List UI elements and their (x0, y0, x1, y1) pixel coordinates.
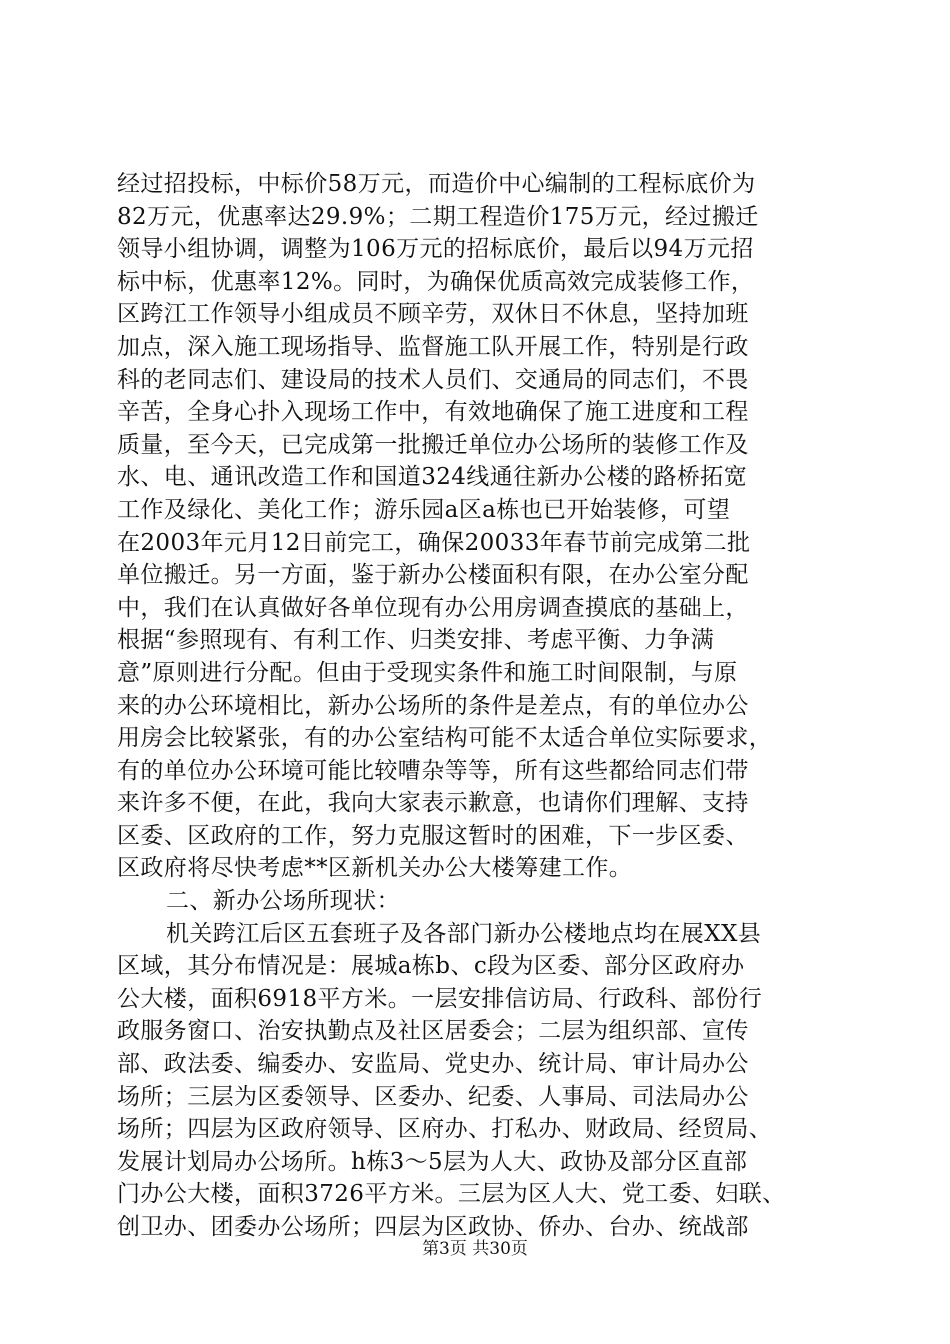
text-line: 有的单位办公环境可能比较嘈杂等等，所有这些都给同志们带 (117, 757, 749, 784)
text-line: 在2003年元月12日前完工，确保20033年春节前完成第二批 (117, 529, 751, 556)
text-line: 根据“参照现有、有利工作、归类安排、考虑平衡、力争满 (117, 627, 715, 654)
text-line: 二、新办公场所现状： (166, 888, 400, 915)
text-line: 领导小组协调，调整为106万元的招标底价，最后以94万元招 (117, 236, 754, 263)
text-line: 质量，至今天，已完成第一批搬迁单位办公场所的装修工作及 (117, 431, 749, 458)
text-line: 标中标，优惠率12%。同时，为确保优质高效完成装修工作， (117, 268, 755, 295)
text-line: 区跨江工作领导小组成员不顾辛劳，双休日不休息，坚持加班 (117, 301, 749, 328)
text-line: 经过招投标，中标价58万元，而造价中心编制的工程标底价为 (117, 171, 756, 197)
text-line: 门办公大楼，面积3726平方米。三层为区人大、党工委、妇联、 (117, 1181, 786, 1208)
text-line: 政服务窗口、治安执勤点及社区居委会；二层为组织部、宣传 (117, 1018, 749, 1045)
text-line: 来的办公环境相比，新办公场所的条件是差点，有的单位办公 (117, 692, 749, 719)
text-line: 公大楼，面积6918平方米。一层安排信访局、行政科、部份行 (117, 985, 763, 1012)
text-line: 82万元，优惠率达29.9%；二期工程造价175万元，经过搬迁 (117, 203, 759, 230)
text-line: 区域，其分布情况是：展城a栋b、c段为区委、部分区政府办 (117, 953, 745, 980)
text-line: 场所；三层为区委领导、区委办、纪委、人事局、司法局办公 (117, 1083, 749, 1110)
text-line: 用房会比较紧张，有的办公室结构可能不太适合单位实际要求， (117, 725, 773, 752)
text-line: 加点，深入施工现场指导、监督施工队开展工作，特别是行政 (117, 333, 749, 360)
text-line: 区委、区政府的工作，努力克服这暂时的困难，下一步区委、 (117, 822, 749, 849)
page-footer (0, 1238, 950, 1260)
text-line: 部、政法委、编委办、安监局、党史办、统计局、审计局办公 (117, 1051, 749, 1078)
text-line: 水、电、通讯改造工作和国道324线通往新办公楼的路桥拓宽 (117, 464, 748, 491)
text-line: 中，我们在认真做好各单位现有办公用房调查摸底的基础上， (117, 594, 749, 621)
text-line: 来许多不便，在此，我向大家表示歉意，也请你们理解、支持 (117, 790, 749, 817)
text-line: 科的老同志们、建设局的技术人员们、交通局的同志们，不畏 (117, 366, 749, 393)
text-line: 辛苦，全身心扑入现场工作中，有效地确保了施工进度和工程 (117, 399, 749, 426)
text-line: 意”原则进行分配。但由于受现实条件和施工时间限制，与原 (117, 659, 738, 686)
text-line: 单位搬迁。另一方面，鉴于新办公楼面积有限，在办公室分配 (117, 562, 749, 589)
text-line: 发展计划局办公场所。h栋3～5层为人大、政协及部分区直部 (117, 1148, 748, 1175)
text-line: 工作及绿化、美化工作；游乐园a区a栋也已开始装修，可望 (117, 496, 731, 523)
page-number: 第3页 共30页 (422, 1239, 528, 1259)
text-line: 创卫办、团委办公场所；四层为区政协、侨办、台办、统战部 (117, 1214, 749, 1240)
text-line: 机关跨江后区五套班子及各部门新办公楼地点均在展XX县 (166, 920, 762, 947)
document-body (117, 168, 833, 1244)
text-line: 区政府将尽快考虑**区新机关办公大楼筹建工作。 (117, 855, 633, 882)
text-line: 场所；四层为区政府领导、区府办、打私办、财政局、经贸局、 (117, 1116, 773, 1143)
